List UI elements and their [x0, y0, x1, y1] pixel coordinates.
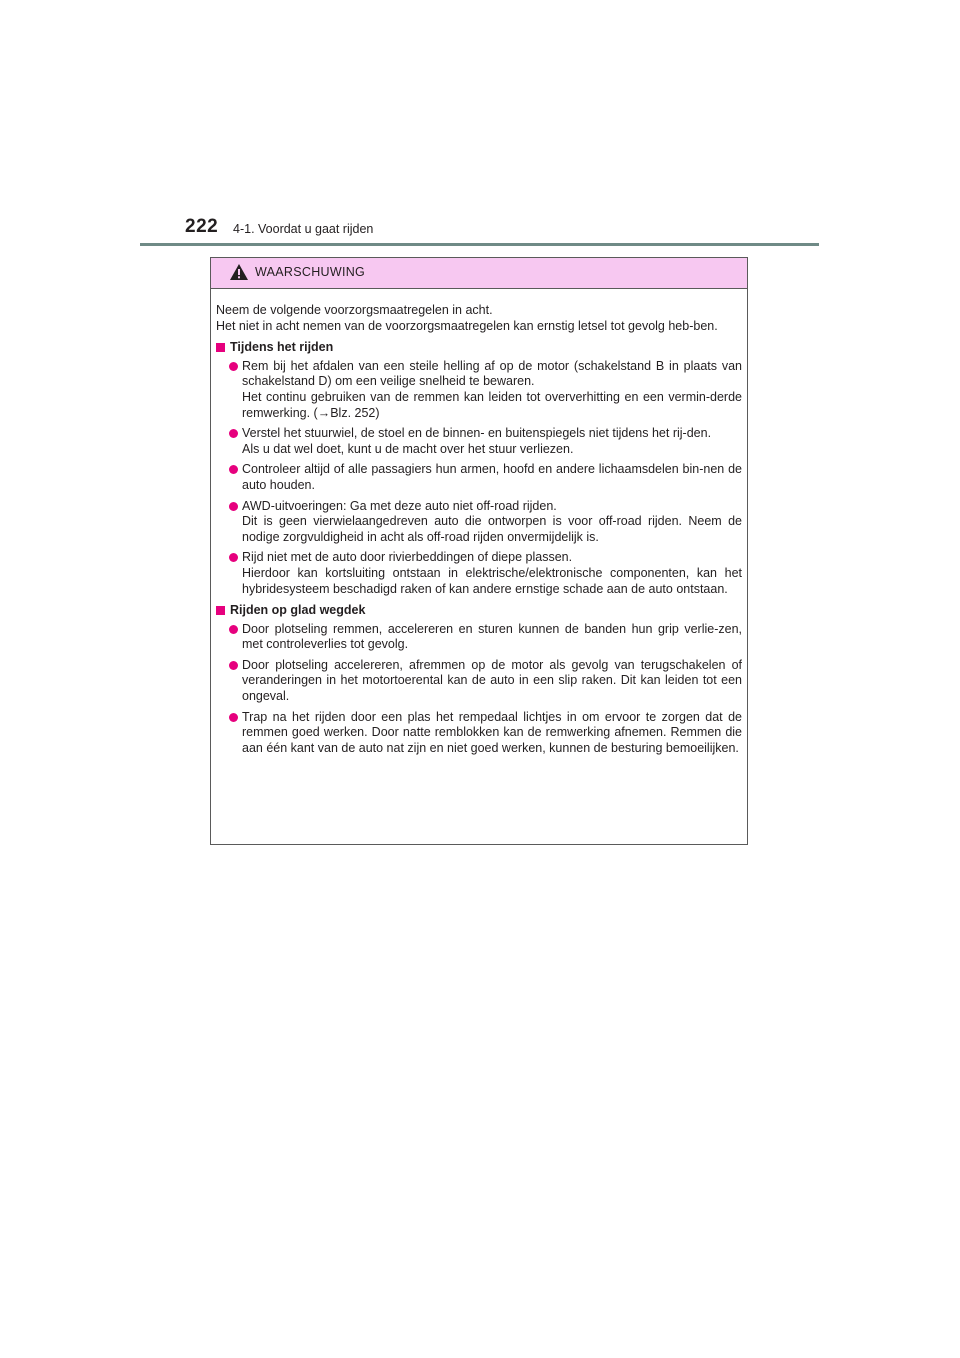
item-text: Dit is geen vierwielaangedreven auto die ontworpen is voor off-road rijden. Neem de nodige zorgvuldigheid in acht als off-road rijden onvermijdelijk is. — [242, 514, 742, 544]
list-item — [216, 462, 742, 493]
section-title: 4-1. Voordat u gaat rijden — [233, 222, 374, 236]
list-item — [216, 426, 742, 457]
warning-body — [211, 289, 747, 756]
dot-bullet-icon — [229, 553, 238, 562]
section-heading — [216, 603, 742, 619]
section-driving — [216, 340, 742, 597]
item-text: Controleer altijd of alle passagiers hun armen, hoofd en andere lichaamsdelen bin-nen de auto houden. — [242, 462, 742, 492]
list-item — [216, 658, 742, 705]
list-item — [216, 710, 742, 757]
warning-title: WAARSCHUWING — [255, 265, 366, 279]
dot-bullet-icon — [229, 713, 238, 722]
warning-box — [210, 257, 748, 845]
intro-line: Neem de volgende voorzorgsmaatregelen in acht. — [216, 303, 493, 317]
item-text: Trap na het rijden door een plas het rempedaal lichtjes in om ervoor te zorgen dat de remmen goed werken. Door natte remblokken kan de remwerking afnemen. Remmen die aan één kant van de auto nat zijn en niet goed werken, kunnen de besturing bemoeilijken. — [242, 709, 742, 755]
page-header — [0, 0, 960, 250]
item-text: Door plotseling remmen, accelereren en sturen kunnen de banden hun grip verlie-zen, met controleverlies tot gevolg. — [242, 621, 742, 652]
item-text: Hierdoor kan kortsluiting ontstaan in elektrische/elektronische componenten, kan het hybridesysteem beschadigd raken of kan andere ernstige schade aan de auto ontstaan. — [242, 565, 742, 596]
section-heading — [216, 340, 742, 356]
dot-bullet-icon — [229, 465, 238, 474]
dot-bullet-icon — [229, 502, 238, 511]
item-text: Het continu gebruiken van de remmen kan leiden tot oververhitting en een vermin-derde remwerking. (→Blz. 252) — [242, 389, 742, 420]
header-divider — [140, 243, 819, 246]
warning-triangle-icon — [229, 263, 249, 281]
section-heading-text: Rijden op glad wegdek — [230, 603, 366, 618]
item-text: Rem bij het afdalen van een steile helling af op de motor (schakelstand B in plaats van schakelstand D) om een veilige snelheid te bewaren. — [242, 358, 742, 389]
item-text: AWD-uitvoeringen: Ga met deze auto niet off-road rijden. — [242, 498, 557, 513]
page-number: 222 — [185, 216, 219, 237]
warning-header — [211, 258, 747, 289]
dot-bullet-icon — [229, 625, 238, 634]
list-item — [216, 622, 742, 653]
dot-bullet-icon — [229, 429, 238, 438]
list-item — [216, 499, 742, 546]
item-text: Rijd niet met de auto door rivierbeddingen of diepe plassen. — [242, 550, 573, 565]
list-item — [216, 359, 742, 421]
warning-intro — [216, 303, 742, 334]
section-heading-text: Tijdens het rijden — [230, 340, 334, 355]
dot-bullet-icon — [229, 362, 238, 371]
intro-line: Het niet in acht nemen van de voorzorgsmaatregelen kan ernstig letsel tot gevolg heb-ben. — [216, 318, 718, 333]
item-text: Verstel het stuurwiel, de stoel en de binnen- en buitenspiegels niet tijdens het rij-den. — [242, 426, 712, 441]
square-bullet-icon — [216, 343, 225, 352]
item-text: Als u dat wel doet, kunt u de macht over het stuur verliezen. — [242, 441, 574, 456]
item-text: Door plotseling accelereren, afremmen op de motor als gevolg van terugschakelen of veranderingen in het motortoerental kan de auto in een slip raken. Dit kan leiden tot een ongeval. — [242, 657, 742, 704]
square-bullet-icon — [216, 606, 225, 615]
list-item — [216, 550, 742, 597]
section-slippery-road — [216, 603, 742, 756]
dot-bullet-icon — [229, 661, 238, 670]
